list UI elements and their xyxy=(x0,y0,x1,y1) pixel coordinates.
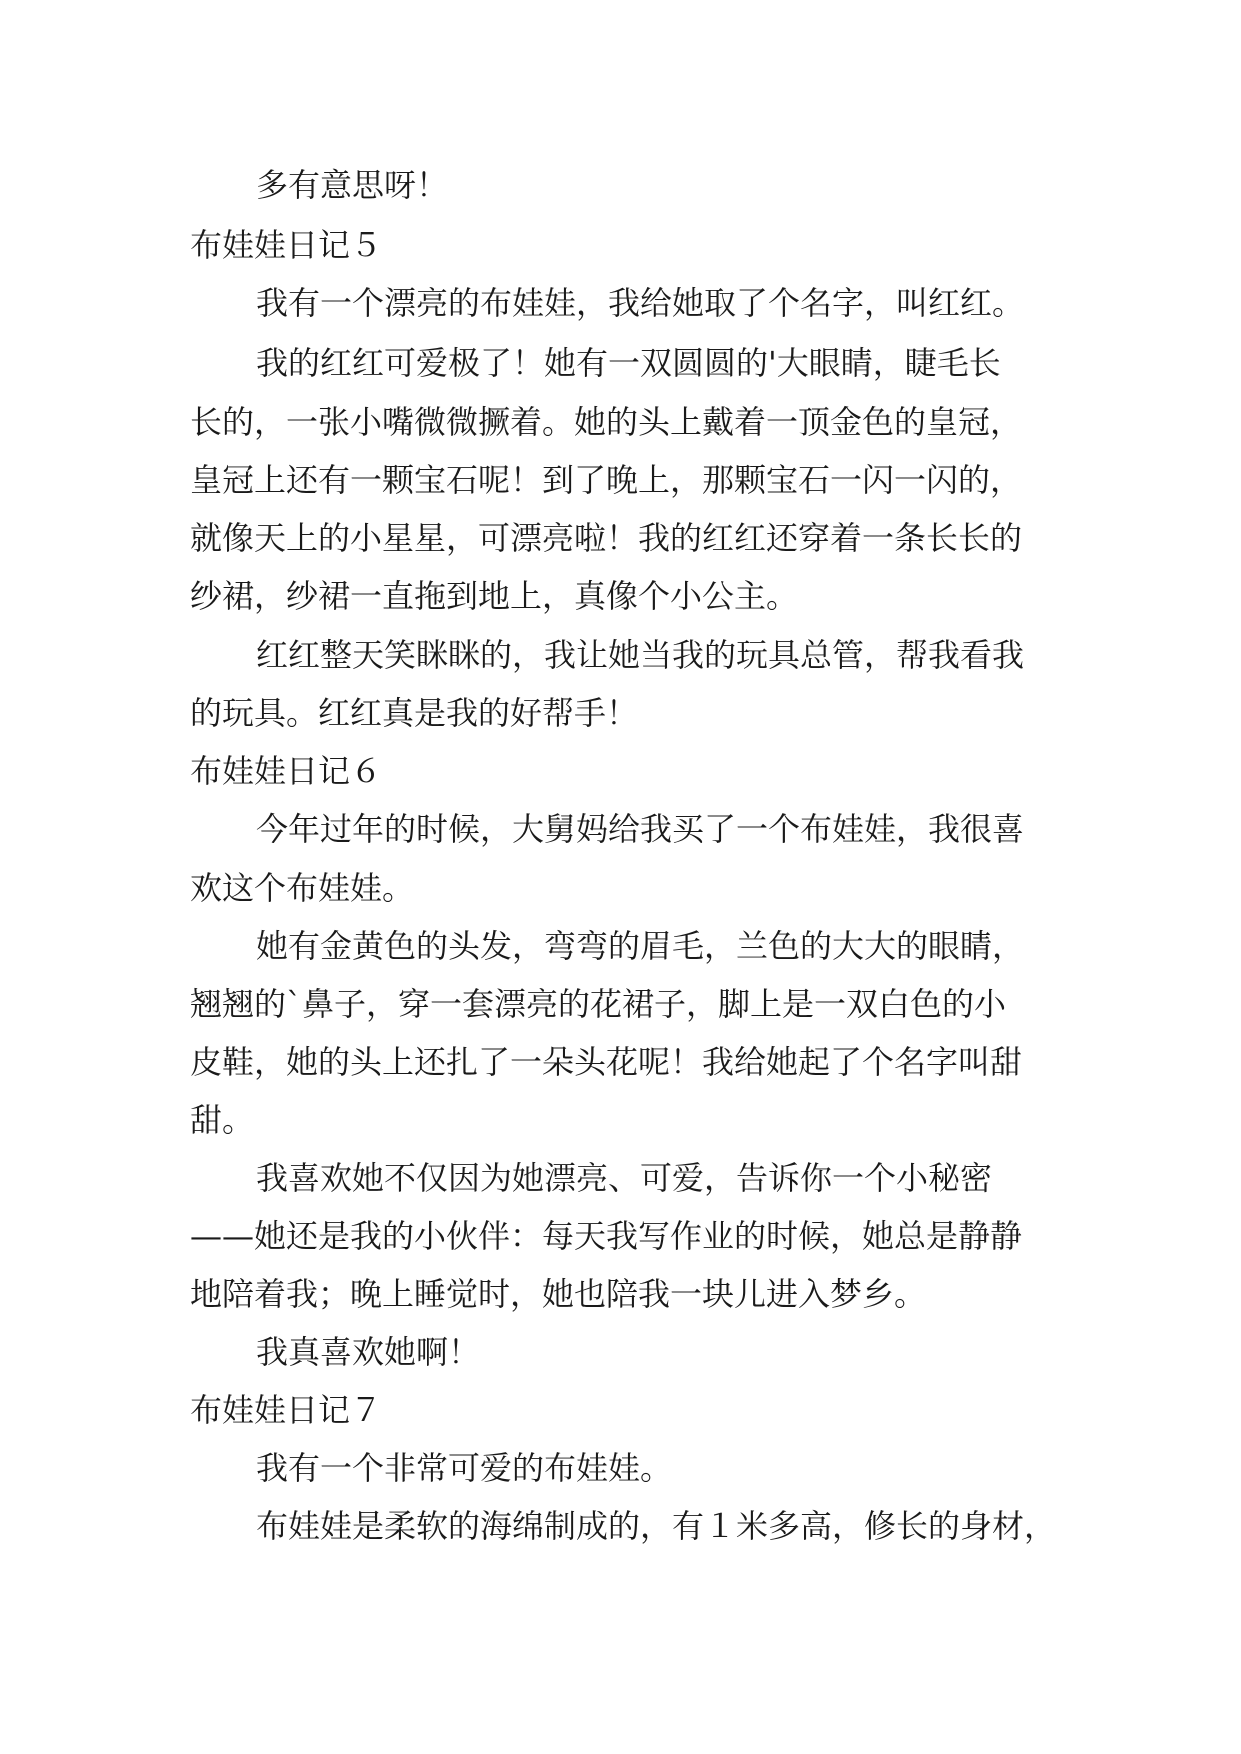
paragraph-line: 地陪着我；晚上睡觉时，她也陪我一块儿进入梦乡。 xyxy=(190,1275,927,1313)
paragraph-line: 多有意思呀！ xyxy=(256,166,449,204)
paragraph-line: 我有一个非常可爱的布娃娃。 xyxy=(256,1449,673,1487)
paragraph-line: 我真喜欢她啊！ xyxy=(256,1333,481,1371)
section-heading: 布娃娃日记６ xyxy=(190,752,383,790)
paragraph-line: 翘翘的`鼻子，穿一套漂亮的花裙子，脚上是一双白色的小 xyxy=(190,985,1007,1023)
paragraph-line: 就像天上的小星星，可漂亮啦！我的红红还穿着一条长长的 xyxy=(190,519,1023,557)
paragraph-line: 今年过年的时候，大舅妈给我买了一个布娃娃，我很喜 xyxy=(256,810,1025,848)
paragraph-line: 她有金黄色的头发，弯弯的眉毛，兰色的大大的眼睛， xyxy=(256,927,1025,965)
paragraph-line: ——她还是我的小伙伴：每天我写作业的时候，她总是静静 xyxy=(190,1217,1023,1255)
paragraph-line: 我有一个漂亮的布娃娃，我给她取了个名字，叫红红。 xyxy=(256,284,1025,322)
paragraph-line: 的玩具。红红真是我的好帮手！ xyxy=(190,694,639,732)
section-heading: 布娃娃日记７ xyxy=(190,1391,383,1429)
paragraph-line: 布娃娃是柔软的海绵制成的，有１米多高，修长的身材， xyxy=(256,1507,1057,1545)
paragraph-line: 皮鞋，她的头上还扎了一朵头花呢！我给她起了个名字叫甜 xyxy=(190,1043,1023,1081)
paragraph-line: 甜。 xyxy=(190,1101,255,1139)
paragraph-line: 长的，一张小嘴微微撅着。她的头上戴着一顶金色的皇冠， xyxy=(190,403,1023,441)
paragraph-line: 红红整天笑眯眯的，我让她当我的玩具总管，帮我看我 xyxy=(256,636,1025,674)
paragraph-line: 我的红红可爱极了！她有一双圆圆的'大眼睛，睫毛长 xyxy=(256,344,1001,382)
section-heading: 布娃娃日记５ xyxy=(190,226,383,264)
paragraph-line: 我喜欢她不仅因为她漂亮、可爱，告诉你一个小秘密 xyxy=(256,1159,993,1197)
paragraph-line: 纱裙，纱裙一直拖到地上，真像个小公主。 xyxy=(190,577,799,615)
paragraph-line: 皇冠上还有一颗宝石呢！到了晚上，那颗宝石一闪一闪的， xyxy=(190,461,1023,499)
paragraph-line: 欢这个布娃娃。 xyxy=(190,869,415,907)
